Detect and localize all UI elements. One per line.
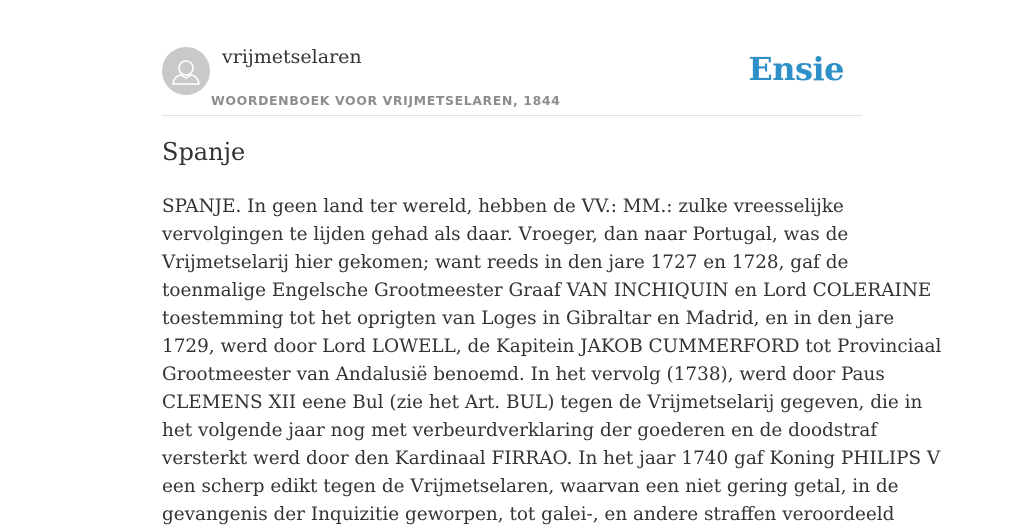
article-line: 1729, werd door Lord LOWELL, de Kapitein JAKOB CUMMERFORD tot Provinciaal <box>162 336 942 357</box>
article-header <box>162 44 862 116</box>
author-link[interactable]: vrijmetselaren <box>222 46 362 68</box>
article-line: het volgende jaar nog met verbeurdverklaring der goederen en de doodstraf <box>162 420 878 441</box>
user-avatar-icon[interactable] <box>162 47 210 95</box>
article-line: gevangenis der Inquizitie geworpen, tot galei-, en andere straffen veroordeeld <box>162 504 895 525</box>
article-line: CLEMENS XII eene Bul (zie het Art. BUL) tegen de Vrijmetselarij gegeven, die in <box>162 392 923 413</box>
article-line: vervolgingen te lijden gehad als daar. Vroeger, dan naar Portugal, was de <box>162 224 849 245</box>
article-line: Vrijmetselarij hier gekomen; want reeds in den jare 1727 en 1728, gaf de <box>162 252 849 273</box>
source-label: WOORDENBOEK VOOR VRIJMETSELAREN, 1844 <box>211 93 561 108</box>
user-silhouette-icon <box>162 47 210 95</box>
article-line: toenmalige Engelsche Grootmeester Graaf VAN INCHIQUIN en Lord COLERAINE <box>162 280 932 301</box>
article-body <box>162 193 942 529</box>
article-line: versterkt werd door den Kardinaal FIRRAO. In het jaar 1740 gaf Koning PHILIPS V <box>162 448 941 469</box>
article-line: Grootmeester van Andalusië benoemd. In het vervolg (1738), werd door Paus <box>162 364 885 385</box>
ensie-logo[interactable]: Ensie <box>748 50 844 88</box>
page-title: Spanje <box>162 138 246 166</box>
article-line: toestemming tot het oprigten van Loges in Gibraltar en Madrid, en in den jare <box>162 308 895 329</box>
article-line: SPANJE. In geen land ter wereld, hebben de VV.: MM.: zulke vreesselijke <box>162 196 844 217</box>
article-line: een scherp edikt tegen de Vrijmetselaren, waarvan een niet gering getal, in de <box>162 476 899 497</box>
